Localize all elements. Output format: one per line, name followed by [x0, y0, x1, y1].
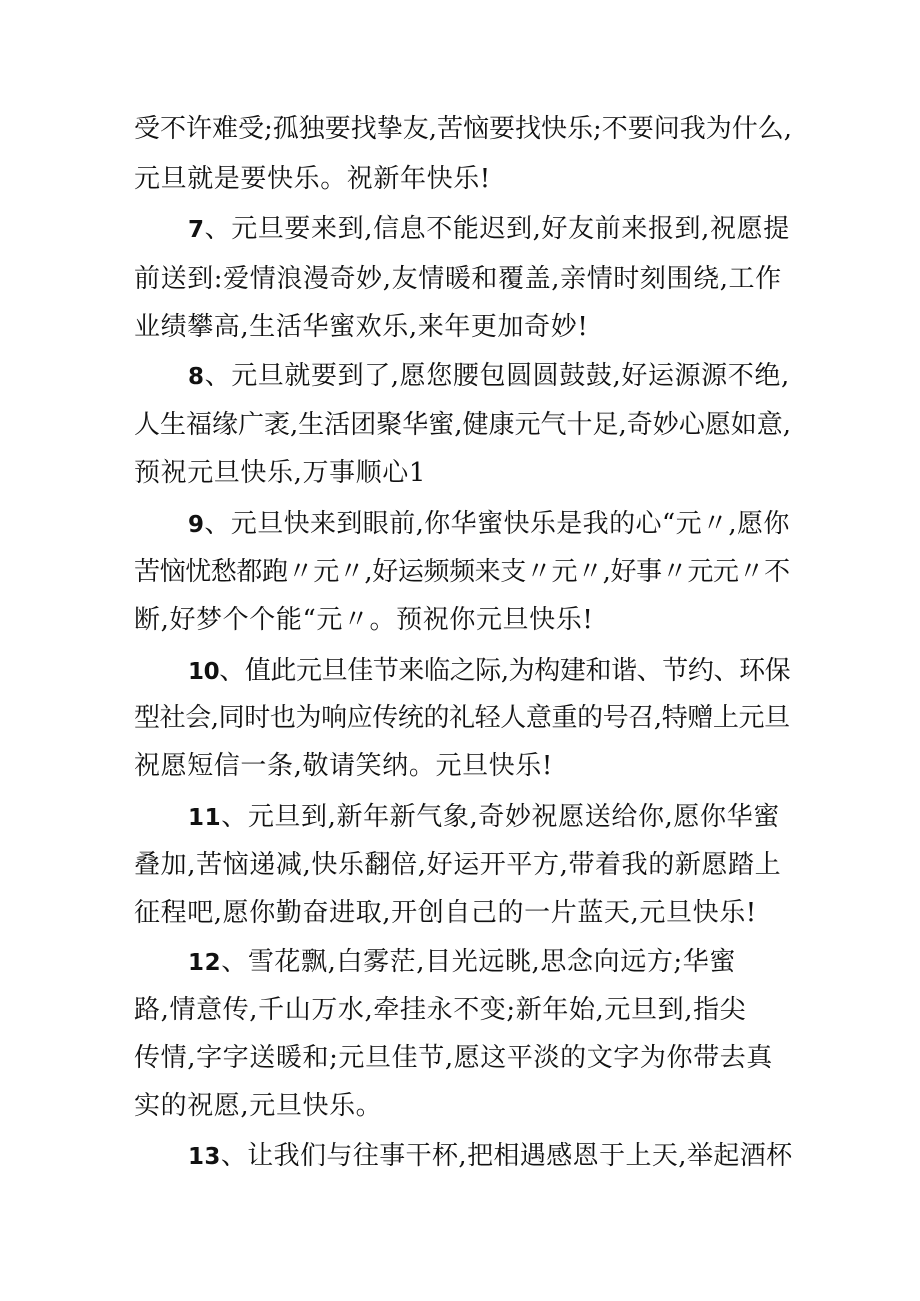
paragraph-first-line: 8、元旦就要到了,愿您腰包圆圆鼓鼓,好运源源不绝,	[188, 361, 790, 391]
text-line: 人生福缘广袤,生活团聚华蜜,健康元气十足,奇妙心愿如意,	[134, 410, 792, 440]
text-line: 断,好梦个个能“元〃。预祝你元旦快乐!	[134, 605, 594, 635]
paragraph-number: 11	[188, 805, 222, 831]
text-line: 元旦就是要快乐。祝新年快乐!	[134, 164, 491, 194]
paragraph-first-line: 11、元旦到,新年新气象,奇妙祝愿送给你,愿你华蜜	[188, 802, 780, 832]
paragraph-number: 12	[188, 950, 222, 976]
paragraph-first-line: 12、雪花飘,白雾茫,目光远眺,思念向远方;华蜜	[188, 947, 736, 977]
text-line: 叠加,苦恼递减,快乐翻倍,好运开平方,带着我的新愿踏上	[134, 850, 782, 880]
text-line: 受不许难受;孤独要找挚友,苦恼要找快乐;不要问我为什么,	[134, 114, 793, 144]
paragraph-first-line: 13、让我们与往事干杯,把相遇感恩于上天,举起酒杯	[188, 1141, 793, 1171]
text-line: 苦恼忧愁都跑〃元〃,好运频频来支〃元〃,好事〃元元〃不	[134, 557, 790, 587]
text-line: 前送到:爱情浪漫奇妙,友情暖和覆盖,亲情时刻围绕,工作	[134, 264, 782, 294]
text-line: 型社会,同时也为响应传统的礼轻人意重的号召,特赠上元旦	[134, 703, 790, 733]
paragraph-number: 13	[188, 1144, 221, 1170]
text-line: 实的祝愿,元旦快乐。	[134, 1091, 383, 1121]
text-line: 预祝元旦快乐,万事顺心1	[134, 458, 427, 488]
paragraph-first-line: 7、元旦要来到,信息不能迟到,好友前来报到,祝愿提	[188, 214, 790, 244]
text-line: 路,情意传,千山万水,牵挂永不变;新年始,元旦到,指尖	[134, 995, 747, 1025]
text-line: 传情,字字送暖和;元旦佳节,愿这平淡的文字为你带去真	[134, 1043, 773, 1073]
paragraph-number: 8	[188, 364, 205, 390]
text-line: 征程吧,愿你勤奋进取,开创自己的一片蓝天,元旦快乐!	[134, 898, 757, 928]
text-line: 业绩攀高,生活华蜜欢乐,来年更加奇妙!	[134, 312, 589, 342]
paragraph-first-line: 9、元旦快来到眼前,你华蜜快乐是我的心“元〃,愿你	[188, 509, 790, 539]
paragraph-number: 9	[188, 512, 205, 538]
paragraph-number: 7	[188, 217, 205, 243]
paragraph-first-line: 10、值此元旦佳节来临之际,为构建和谐、节约、环保	[188, 656, 791, 686]
paragraph-number: 10	[188, 659, 220, 685]
text-line: 祝愿短信一条,敬请笑纳。元旦快乐!	[134, 751, 553, 781]
